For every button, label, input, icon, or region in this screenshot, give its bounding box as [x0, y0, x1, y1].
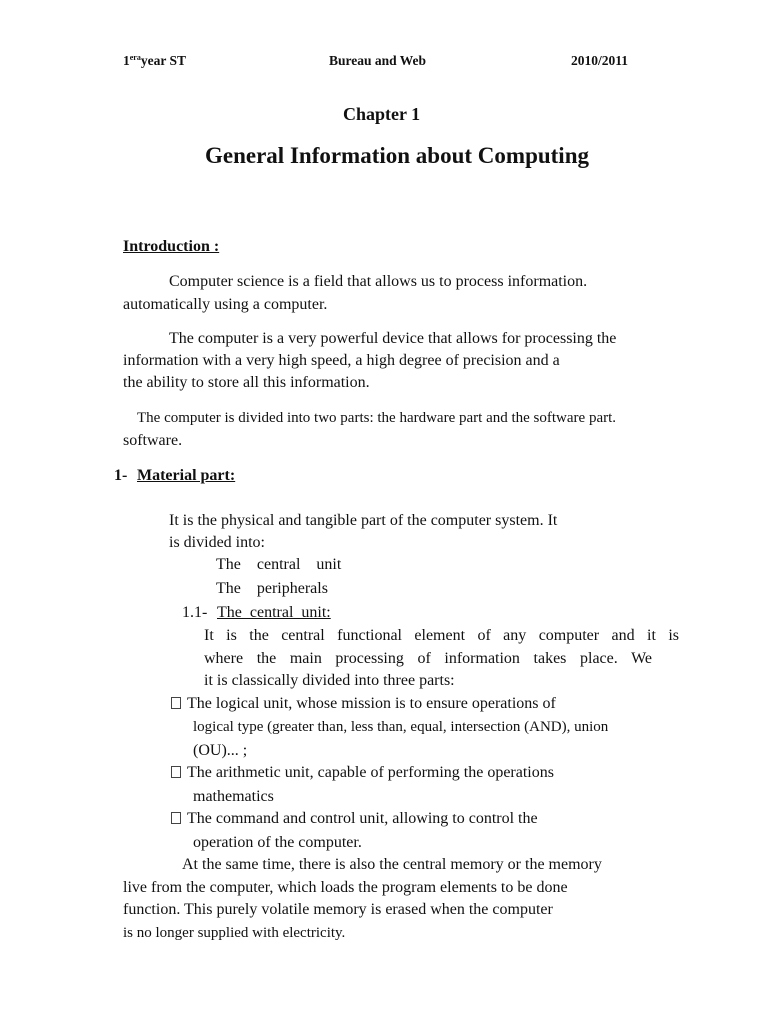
intro-p2-line: information with a very high speed, a high degree of precision and a	[123, 352, 560, 369]
checkbox-bullet-icon	[171, 812, 181, 824]
closing-line: is no longer supplied with electricity.	[123, 925, 346, 941]
subsection-heading: The central unit:	[217, 604, 331, 621]
intro-p2-line: The computer is a very powerful device that allows for processing the	[169, 330, 617, 347]
bullet-continuation: operation of the computer.	[193, 834, 362, 851]
section1-item: The central unit	[216, 556, 342, 573]
intro-heading: Introduction :	[123, 238, 220, 255]
subsection-line: where the main processing of information takes place. We	[204, 650, 652, 667]
page-title: General Information about Computing	[205, 143, 589, 168]
header-academic-year: 2010/2011	[571, 53, 629, 68]
subsection-line: it is classically divided into three parts:	[204, 672, 455, 689]
closing-line: At the same time, there is also the central memory or the memory	[182, 856, 602, 873]
bullet-item: The logical unit, whose mission is to ensure operations of	[171, 693, 556, 715]
section1-line: is divided into:	[169, 534, 265, 551]
bullet-continuation: (OU)... ;	[193, 742, 248, 759]
closing-line: live from the computer, which loads the program elements to be done	[123, 879, 568, 896]
subsection-line: It is the central functional element of any computer and it is	[204, 627, 679, 644]
closing-line: function. This purely volatile memory is erased when the computer	[123, 901, 553, 918]
section1-item: The peripherals	[216, 580, 328, 597]
intro-p1-line: Computer science is a field that allows us to process information.	[169, 273, 588, 290]
intro-p2-line: the ability to store all this information.	[123, 374, 370, 391]
section1-heading: Material part:	[137, 467, 236, 484]
checkbox-bullet-icon	[171, 697, 181, 709]
intro-p1-line: automatically using a computer.	[123, 296, 328, 313]
bullet-continuation: logical type (greater than, less than, equal, intersection (AND), union	[193, 719, 609, 735]
subsection-number: 1.1-	[182, 604, 208, 621]
section1-number: 1-	[114, 467, 128, 484]
checkbox-bullet-icon	[171, 766, 181, 778]
header-year: $1^{era}year$ ST	[123, 53, 186, 68]
section1-line: It is the physical and tangible part of the computer system. It	[169, 512, 558, 529]
intro-p3-line: software.	[123, 432, 183, 449]
header-course: Bureau and Web	[329, 53, 427, 68]
bullet-continuation: mathematics	[193, 788, 274, 805]
bullet-item: The arithmetic unit, capable of performing the operations	[171, 762, 554, 784]
intro-p3-line: The computer is divided into two parts: the hardware part and the software part.	[137, 410, 617, 426]
bullet-item: The command and control unit, allowing to control the	[171, 808, 538, 830]
chapter-label: Chapter 1	[343, 104, 421, 124]
